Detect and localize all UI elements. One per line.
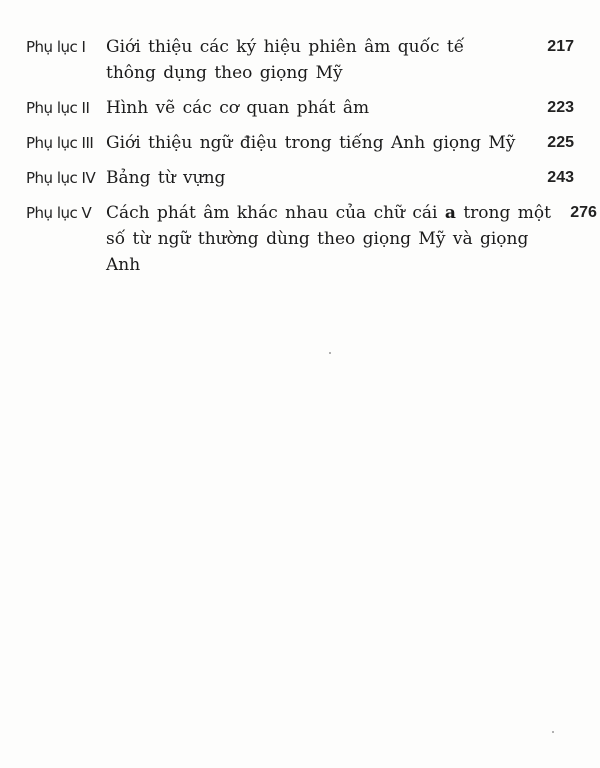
page-number: 225 [547,134,574,151]
title-line: Bảng từ vựng [106,168,226,188]
appendix-label: Phụ lục I [26,38,86,56]
toc-entry-appendix-5 [26,200,597,278]
appendix-title [106,95,538,121]
appendix-title [106,165,538,191]
title-line: Giới thiệu ngữ điệu trong tiếng Anh giọng Mỹ [106,133,516,153]
toc-entry-appendix-1 [26,34,574,86]
page-number: 217 [547,38,574,55]
appendix-label: Phụ lục IV [26,169,96,187]
title-line: số từ ngữ thường dùng theo giọng Mỹ và giọng [106,229,529,249]
page-number: 223 [547,99,574,116]
title-line: Anh [106,255,141,275]
title-text: Cách phát âm khác nhau của chữ cái [106,203,445,223]
title-line: Hình vẽ các cơ quan phát âm [106,98,370,118]
title-line [106,200,551,226]
page-number: 243 [547,169,574,186]
appendix-title [106,34,538,86]
paper-speck [329,352,331,354]
toc-entry-appendix-2 [26,95,574,121]
page-number: 276 [570,204,597,221]
toc-entry-appendix-4 [26,165,574,191]
appendix-title [106,200,561,278]
appendix-label: Phụ lục III [26,134,94,152]
appendix-table-of-contents [26,34,597,287]
title-emphasis: a [444,203,456,223]
paper-speck [552,731,554,733]
appendix-title [106,130,538,156]
appendix-label: Phụ lục II [26,99,90,117]
title-text: trong một [455,203,551,223]
title-line: thông dụng theo giọng Mỹ [106,63,343,83]
toc-entry-appendix-3 [26,130,574,156]
appendix-label: Phụ lục V [26,204,92,222]
title-line: Giới thiệu các ký hiệu phiên âm quốc tế [106,37,465,57]
